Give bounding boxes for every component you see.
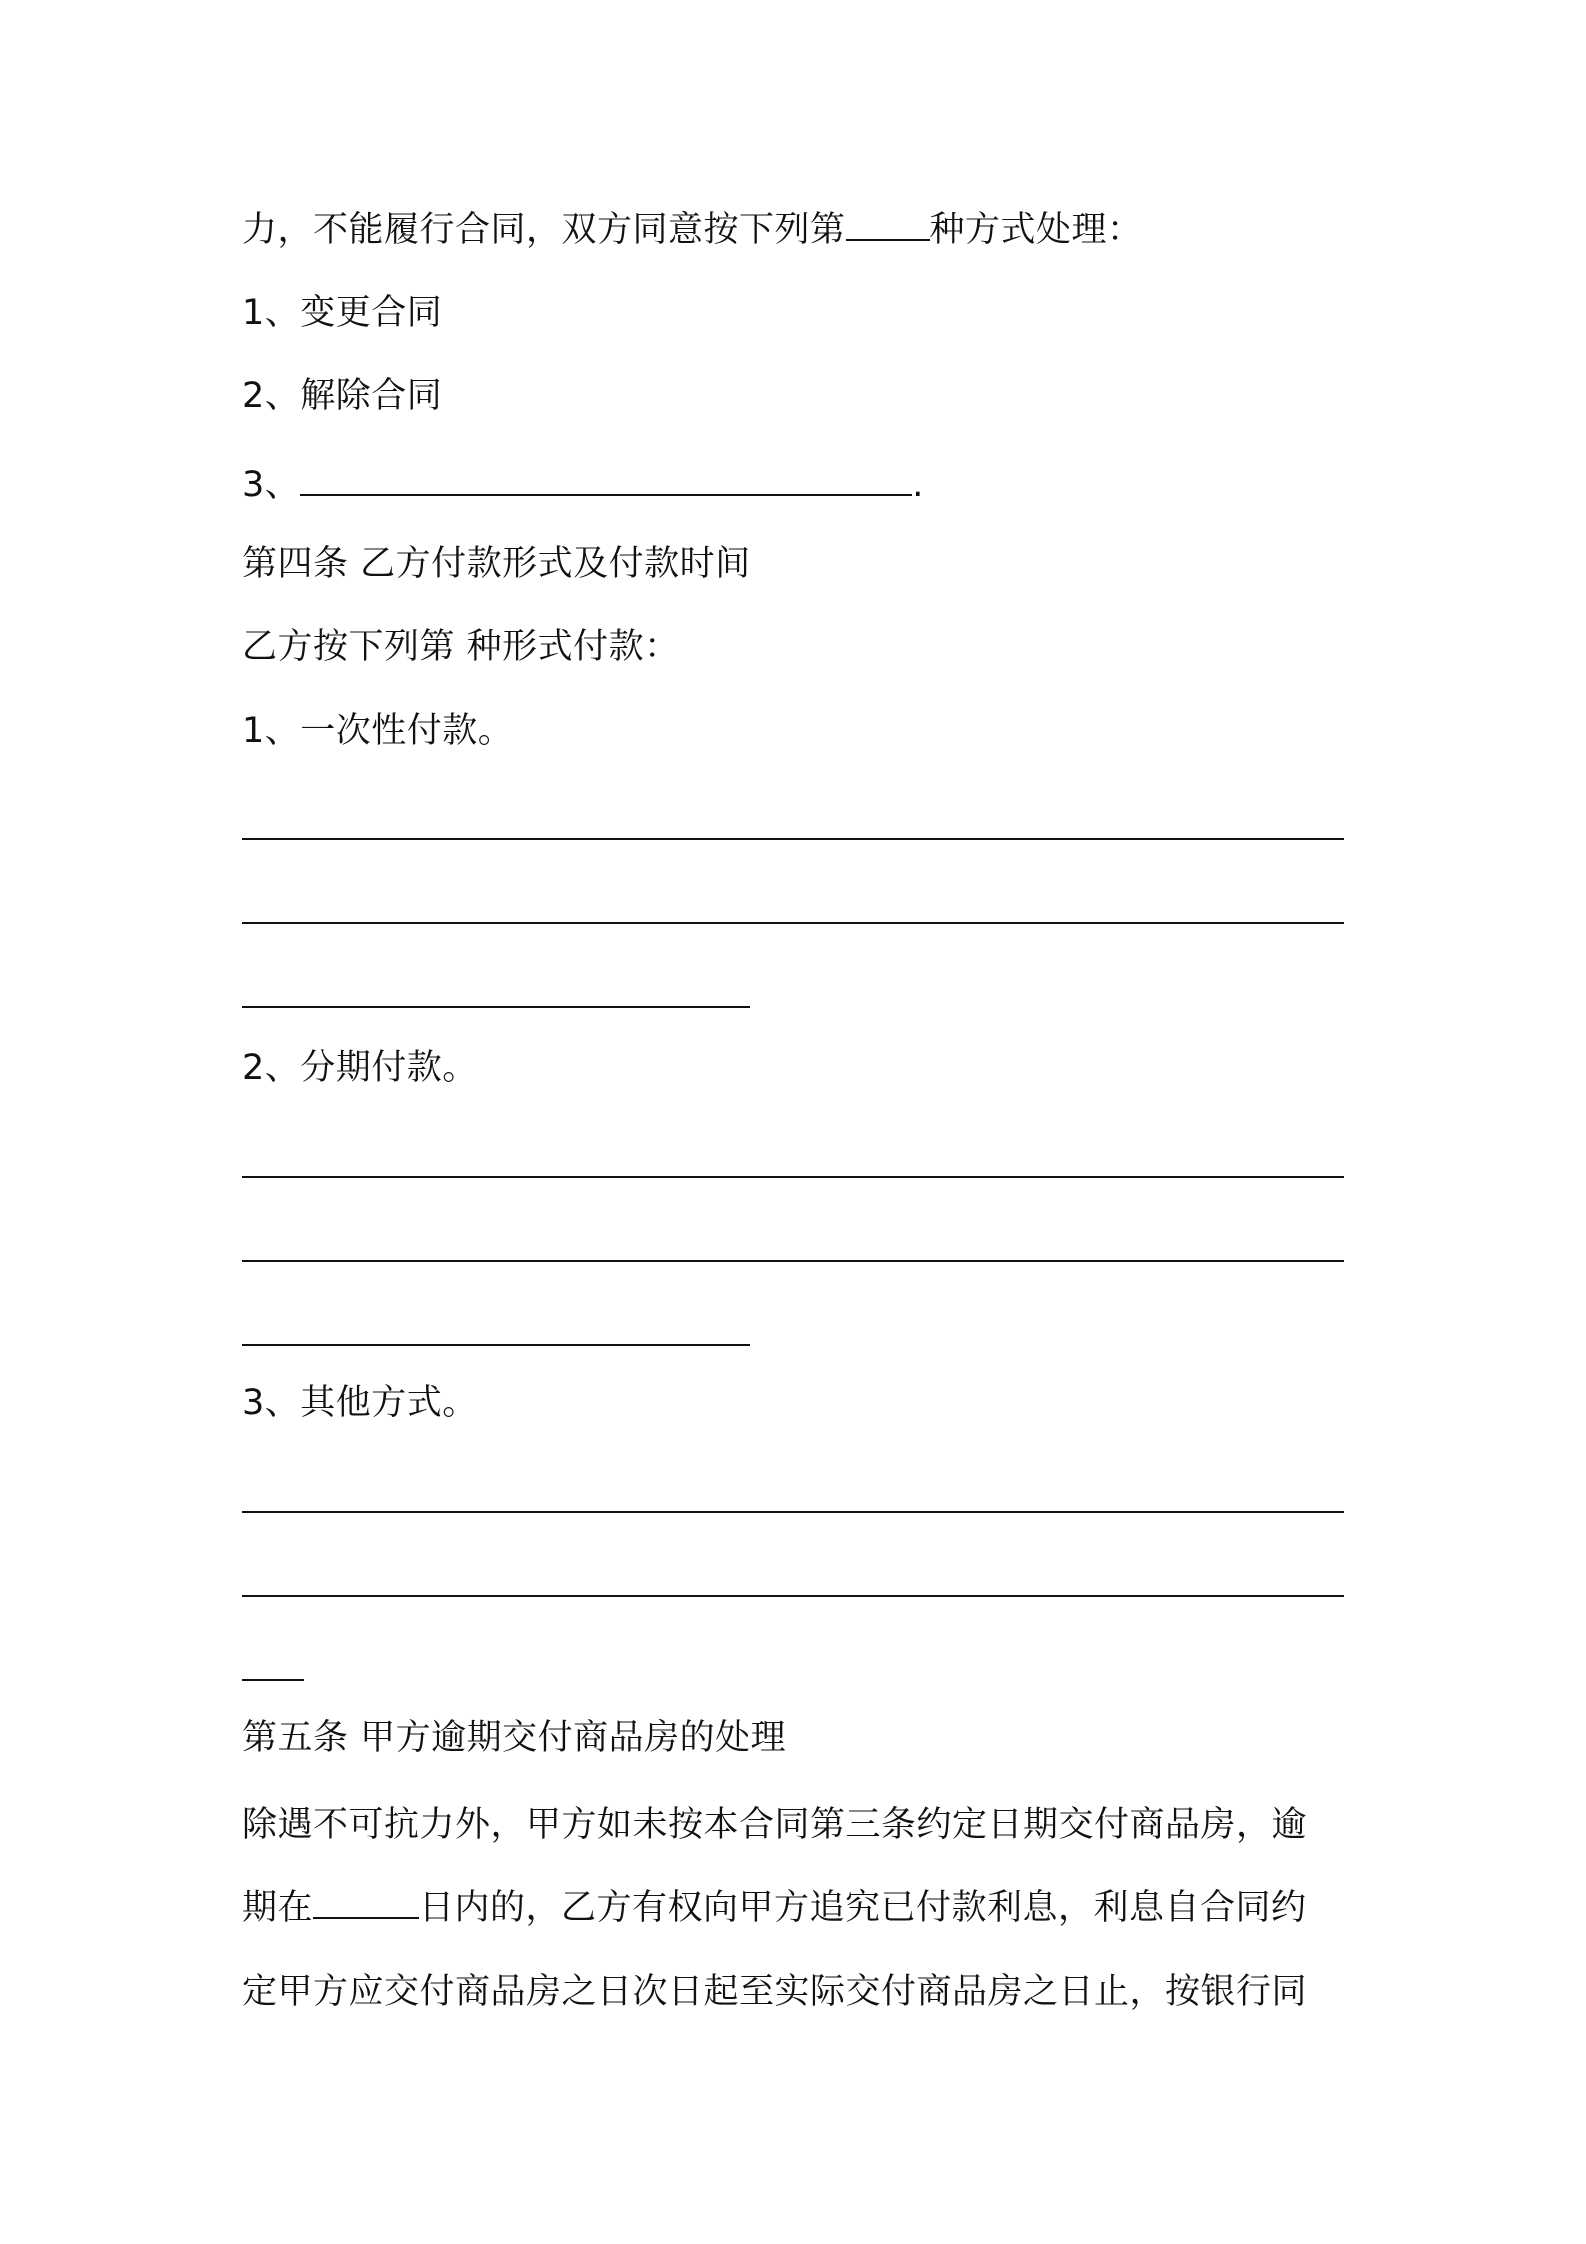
option-other-blank: 3、 . <box>242 465 924 505</box>
blank-field <box>300 464 912 496</box>
article-five-heading: 第五条 甲方逾期交付商品房的处理 <box>242 1718 787 1758</box>
fill-in-line <box>242 1176 1344 1178</box>
fill-in-line <box>242 1679 304 1681</box>
fill-in-line <box>242 1006 750 1008</box>
fill-in-line <box>242 1344 750 1346</box>
blank-field <box>846 209 930 241</box>
fill-in-line <box>242 838 1344 840</box>
option-change-contract: 1、变更合同 <box>242 293 443 333</box>
body-text-line: 定甲方应交付商品房之日次日起至实际交付商品房之日止，按银行同 <box>242 1972 1308 2012</box>
payment-installment: 2、分期付款。 <box>242 1048 478 1088</box>
payment-other: 3、其他方式。 <box>242 1383 478 1423</box>
body-text-line: 除遇不可抗力外，甲方如未按本合同第三条约定日期交付商品房，逾 <box>242 1805 1308 1845</box>
article-four-heading: 第四条 乙方付款形式及付款时间 <box>242 544 751 584</box>
fill-in-line <box>242 1260 1344 1262</box>
blank-field <box>313 1887 419 1919</box>
fill-in-line <box>242 922 1344 924</box>
body-text-line: 期在 日内的，乙方有权向甲方追究已付款利息，利息自合同约 <box>242 1888 1307 1928</box>
payment-one-time: 1、一次性付款。 <box>242 711 514 751</box>
payment-form-line: 乙方按下列第 种形式付款： <box>242 627 680 667</box>
fill-in-line <box>242 1511 1344 1513</box>
option-terminate-contract: 2、解除合同 <box>242 376 443 416</box>
fill-in-line <box>242 1595 1344 1597</box>
text-line-force-majeure: 力，不能履行合同，双方同意按下列第 种方式处理： <box>242 210 1143 250</box>
